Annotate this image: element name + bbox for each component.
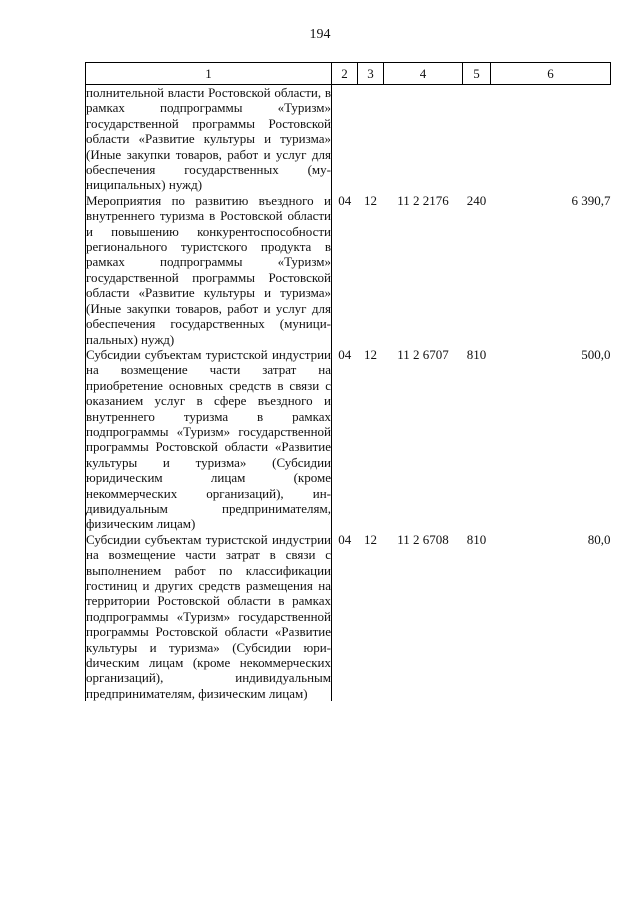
target-article-code: 11 2 6708 [397, 531, 449, 547]
column-header-5: 5 [463, 63, 491, 85]
column-header-4: 4 [384, 63, 463, 85]
column-header-6: 6 [491, 63, 611, 85]
section-code: 04 [338, 192, 352, 208]
subsection-code [358, 85, 384, 193]
subsection-code: 12 [364, 531, 377, 547]
row-description: полнительной власти Ростовской области, в рамках подпрограммы «Туризм» государственной программы Ростовской области «Развитие культуры и туризма» (Иные закупки товаров, работ и услуг для обеспечения государственных (муниципальных) нужд) [86, 85, 331, 193]
amount: 6 390,7 [571, 192, 611, 208]
section-code: 04 [338, 346, 352, 362]
expense-type-code: 240 [466, 192, 487, 208]
table-row [86, 85, 611, 193]
row-description: Субсидии субъектам туристской индустрии на возмещение части затрат в связи с выполнением работ по классификации гостиниц и других средств размещения на территории Ростовской области в рамках подпрограммы «Туризм» государственной программы Ростовской области «Развитие культуры и туризма» (Субсидии юриdическим лицам (кроме некоммерческих организаций), индивидуальным предпринимателям, физическим лицам) [86, 531, 331, 701]
table-row [86, 193, 611, 347]
row-description: Мероприятия по развитию въездного и внутреннего туризма в Ростовской области и повышению конкурентоспособности регионального туристского продукта в рамках подпрограммы «Туризм» государственной программы Ростовской области «Развитие культуры и туризма» (Иные закупки товаров, работ и услуг для обеспечения государственных (муниципальных) нужд) [86, 192, 331, 347]
amount: 80,0 [587, 531, 611, 547]
amount [491, 85, 611, 193]
budget-table [85, 62, 611, 701]
expense-type-code: 810 [466, 346, 487, 362]
target-article-code: 11 2 2176 [397, 192, 449, 208]
column-header-2: 2 [332, 63, 358, 85]
section-code: 04 [338, 531, 352, 547]
table-header-row [86, 63, 611, 85]
subsection-code: 12 [364, 346, 377, 362]
row-description: Субсидии субъектам туристской индустрии на возмещение части затрат на приобретение основных средств в связи с оказанием услуг в сфере въездного и внутреннего туризма в рамках подпрограммы «Туризм» государственной программы Ростовской области «Развитие культуры и туризма» (Субсидии юридическим лицам (кроме некоммерческих организаций), индивидуальным предпринимателям, физическим лицам) [86, 346, 331, 532]
target-article-code [384, 85, 463, 193]
section-code [332, 85, 358, 193]
amount: 500,0 [581, 346, 611, 362]
expense-type-code [463, 85, 491, 193]
expense-type-code: 810 [466, 531, 487, 547]
subsection-code: 12 [364, 192, 377, 208]
column-header-3: 3 [358, 63, 384, 85]
column-header-1: 1 [86, 63, 332, 85]
target-article-code: 11 2 6707 [397, 346, 449, 362]
table-row [86, 347, 611, 532]
table-row [86, 532, 611, 701]
page-number: 194 [309, 27, 331, 42]
